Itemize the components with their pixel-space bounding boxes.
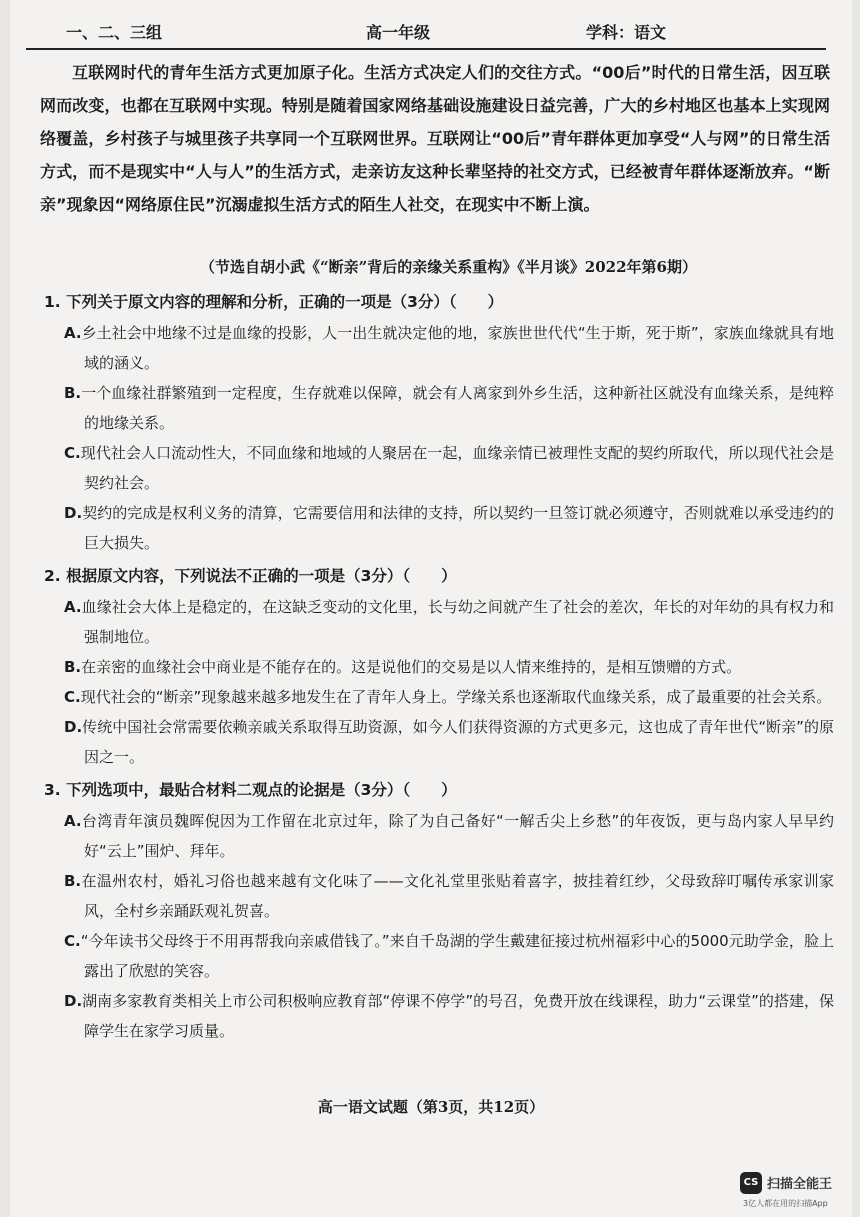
scanner-watermark <box>740 1170 850 1214</box>
option-c <box>44 438 834 498</box>
option-text: 台湾青年演员魏晖倪因为工作留在北京过年，除了为自己备好“一解舌尖上乡愁”的年夜饭，更与岛内家人早早约好“云上”围炉、拜年。 <box>81 812 834 860</box>
option-a <box>44 318 834 378</box>
question-2 <box>44 560 834 772</box>
passage-source: （节选自胡小武《“断亲”背后的亲缘关系重构》《半月谈》2022年第6期） <box>200 258 697 276</box>
option-key: A. <box>64 598 82 616</box>
option-text: 现代社会人口流动性大，不同血缘和地域的人聚居在一起，血缘亲情已被理性支配的契约所取代，所以现代社会是契约社会。 <box>80 444 834 492</box>
option-text: 在温州农村，婚礼习俗也越来越有文化味了——文化礼堂里张贴着喜字，披挂着红纱，父母致辞叮嘱传承家训家风，全村乡亲踊跃观礼贺喜。 <box>81 872 834 920</box>
option-b <box>44 866 834 926</box>
option-c <box>44 926 834 986</box>
option-d <box>44 498 834 558</box>
header-group: 一、二、三组 <box>66 23 163 42</box>
option-key: B. <box>64 384 82 402</box>
question-stem: 2. 根据原文内容，下列说法不正确的一项是（3分）（ ） <box>44 567 457 585</box>
watermark-name: 扫描全能王 <box>767 1177 833 1192</box>
option-d <box>44 986 834 1046</box>
option-text: “今年读书父母终于不用再帮我向亲戚借钱了。”来自千岛湖的学生戴建征接过杭州福彩中心的5000元助学金，脸上露出了欣慰的笑容。 <box>80 932 834 980</box>
option-text: 湖南多家教育类相关上市公司积极响应教育部“停课不停学”的号召，免费开放在线课程，助力“云课堂”的搭建，保障学生在家学习质量。 <box>82 992 834 1040</box>
exam-page <box>10 0 852 1217</box>
watermark-tagline: 3亿人都在用的扫描App <box>743 1199 828 1208</box>
reading-passage <box>40 56 830 221</box>
option-text: 在亲密的血缘社会中商业是不能存在的。这是说他们的交易是以人情来维持的，是相互馈赠的方式。 <box>81 658 742 676</box>
option-key: A. <box>64 812 82 830</box>
header-subject: 学科：语文 <box>586 23 667 42</box>
option-text: 现代社会的“断亲”现象越来越多地发生在了青年人身上。学缘关系也逐渐取代血缘关系，成了最重要的社会关系。 <box>80 688 832 706</box>
camscanner-logo-icon: CS <box>740 1172 762 1194</box>
option-key: C. <box>64 688 81 706</box>
option-key: D. <box>64 992 83 1010</box>
option-key: B. <box>64 658 82 676</box>
option-key: A. <box>64 324 82 342</box>
question-stem: 1. 下列关于原文内容的理解和分析，正确的一项是（3分）（ ） <box>44 293 504 311</box>
option-c <box>44 682 834 712</box>
question-list <box>44 286 834 1046</box>
option-text: 乡土社会中地缘不过是血缘的投影，人一出生就决定他的地，家族世世代代“生于斯，死于斯”，家族血缘就具有地域的涵义。 <box>81 324 834 372</box>
page-footer: 高一语文试题（第3页，共12页） <box>317 1098 545 1116</box>
option-a <box>44 592 834 652</box>
option-text: 传统中国社会常需要依赖亲戚关系取得互助资源，如今人们获得资源的方式更多元，这也成了青年世代“断亲”的原因之一。 <box>82 718 834 766</box>
option-text: 血缘社会大体上是稳定的，在这缺乏变动的文化里，长与幼之间就产生了社会的差次，年长的对年幼的具有权力和强制地位。 <box>81 598 834 646</box>
passage-text: 互联网时代的青年生活方式更加原子化。生活方式决定人们的交往方式。“00后”时代的日常生活，因互联网而改变，也都在互联网中实现。特别是随着国家网络基础设施建设日益完善，广大的乡村地区也基本上实现网络覆盖，乡村孩子与城里孩子共享同一个互联网世界。互联网让“00后”青年群体更加享受“人与网”的日常生活方式，而不是现实中“人与人”的生活方式，走亲访友这种长辈坚持的社交方式，已经被青年群体逐渐放弃。“断亲”现象因“网络原住民”沉溺虚拟生活方式的陌生人社交，在现实中不断上演。 <box>40 63 830 214</box>
option-a <box>44 806 834 866</box>
question-1 <box>44 286 834 558</box>
option-d <box>44 712 834 772</box>
option-b <box>44 378 834 438</box>
page-header <box>26 18 826 50</box>
option-key: C. <box>64 932 81 950</box>
option-key: D. <box>64 504 83 522</box>
option-b <box>44 652 834 682</box>
option-text: 一个血缘社群繁殖到一定程度，生存就难以保障，就会有人离家到外乡生活，这种新社区就没有血缘关系，是纯粹的地缘关系。 <box>81 384 834 432</box>
header-grade: 高一年级 <box>366 23 431 42</box>
option-text: 契约的完成是权利义务的清算，它需要信用和法律的支持，所以契约一旦签订就必须遵守，否则就难以承受违约的巨大损失。 <box>82 504 834 552</box>
option-key: D. <box>64 718 83 736</box>
option-key: B. <box>64 872 82 890</box>
option-key: C. <box>64 444 81 462</box>
question-stem: 3. 下列选项中，最贴合材料二观点的论据是（3分）（ ） <box>44 781 457 799</box>
question-3 <box>44 774 834 1046</box>
